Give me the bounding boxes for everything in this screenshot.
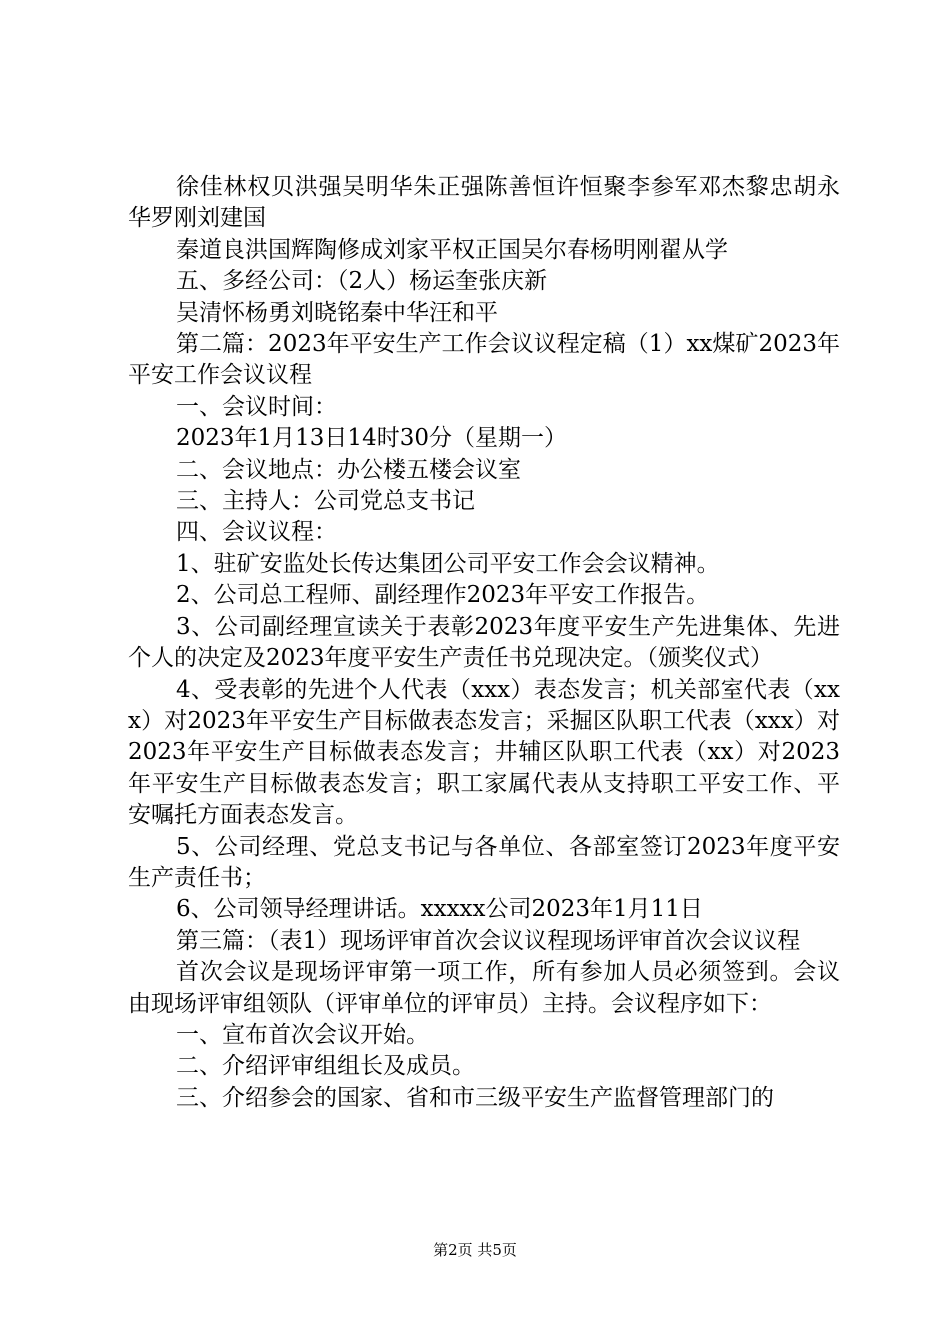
meeting-location: 二、会议地点：办公楼五楼会议室 (176, 456, 521, 483)
first-meeting-step-2: 二、介绍评审组组长及成员。 (176, 1053, 475, 1080)
chapter-heading-3: 第三篇：（表1）现场评审首次会议议程现场评审首次会议议程 (176, 927, 801, 954)
paragraph-name-list-3: 吴清怀杨勇刘晓铭秦中华汪和平 (176, 299, 498, 326)
agenda-item-5: 5、公司经理、党总支书记与各单位、各部室签订2023年度平安生产责任书； (128, 833, 840, 891)
paragraph-section-5: 五、多经公司：（2人）杨运奎张庆新 (176, 268, 548, 295)
first-meeting-step-3: 三、介绍参会的国家、省和市三级平安生产监督管理部门的 (176, 1084, 774, 1111)
agenda-item-2: 2、公司总工程师、副经理作2023年平安工作报告。 (176, 582, 710, 609)
agenda-item-3: 3、公司副经理宣读关于表彰2023年度平安生产先进集体、先进个人的决定及2023年度平安生产责任书兑现决定。（颁奖仪式） (128, 613, 840, 672)
first-meeting-intro: 首次会议是现场评审第一项工作，所有参加人员必须签到。会议由现场评审组领队（评审单位的评审员）主持。会议程序如下： (128, 959, 840, 1017)
meeting-time-heading: 一、会议时间： (176, 393, 337, 420)
paragraph-name-list-1: 徐佳林权贝洪强吴明华朱正强陈善恒许恒聚李参军邓杰黎忠胡永华罗刚刘建国 (128, 174, 840, 232)
paragraph-name-list-2: 秦道良洪国辉陶修成刘家平权正国吴尔春杨明刚翟从学 (176, 236, 728, 263)
document-body (128, 172, 840, 1114)
chapter-heading-2: 第二篇：2023年平安生产工作会议议程定稿（1）xx煤矿2023年平安工作会议议程 (128, 331, 840, 389)
agenda-item-1: 1、驻矿安监处长传达集团公司平安工作会会议精神。 (176, 550, 720, 577)
meeting-host: 三、主持人：公司党总支书记 (176, 488, 475, 515)
first-meeting-step-1: 一、宣布首次会议开始。 (176, 1021, 429, 1048)
agenda-item-6: 6、公司领导经理讲话。xxxxx公司2023年1月11日 (176, 896, 703, 923)
page-number-footer: 第2页 共5页 (433, 1241, 517, 1259)
agenda-heading: 四、会议议程： (176, 519, 337, 546)
agenda-item-4: 4、受表彰的先进个人代表（xxx）表态发言；机关部室代表（xxx）对2023年平安生产目标做表态发言；采掘区队职工代表（xxx）对2023年平安生产目标做表态发言；井辅区队职工代表（xx）对2023年平安生产目标做表态发言；职工家属代表从支持职工平安工作、平安嘱托方面表态发言。 (128, 676, 840, 829)
meeting-time-value: 2023年1月13日14时30分（星期一） (176, 425, 567, 452)
